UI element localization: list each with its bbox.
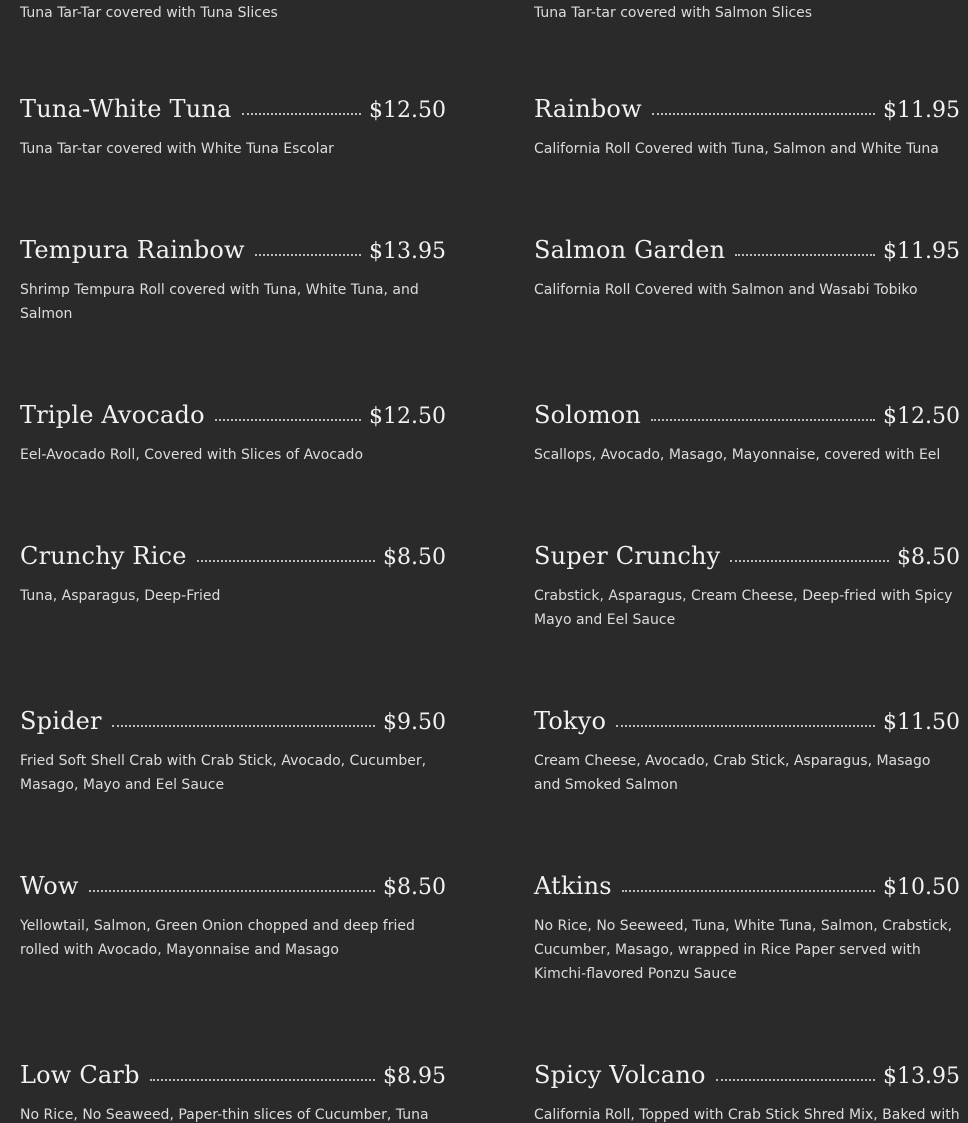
menu-item-description: California Roll, Topped with Crab Stick Shred Mix, Baked with [534, 1107, 960, 1123]
menu-item-name: Tuna-White Tuna [20, 95, 232, 123]
dot-leader [255, 254, 361, 256]
menu-item-name: Tempura Rainbow [20, 236, 245, 264]
menu-item [20, 707, 446, 797]
menu-item-description: No Rice, No Seeweed, Tuna, White Tuna, Salmon, Crabstick, Cucumber, Masago, wrapped in Rice Paper served with Kimchi-flavored Ponzu Sauce [534, 918, 953, 982]
menu-item-name: Tokyo [534, 707, 607, 735]
menu-item-name: Wow [20, 872, 79, 900]
dot-leader [89, 890, 375, 892]
menu-item [534, 1061, 960, 1123]
dot-leader [197, 560, 375, 562]
menu-item-price: $11.95 [883, 98, 960, 123]
menu-item-description: Fried Soft Shell Crab with Crab Stick, Avocado, Cucumber, Masago, Mayo and Eel Sauce [20, 753, 427, 793]
menu-item-price: $11.50 [883, 710, 960, 735]
menu-item-name: Crunchy Rice [20, 542, 187, 570]
menu-item [20, 542, 446, 608]
menu-item-description: Eel-Avocado Roll, Covered with Slices of Avocado [20, 447, 364, 463]
dot-leader [730, 560, 889, 562]
menu-item-description: Tuna, Asparagus, Deep-Fried [20, 588, 221, 604]
menu-item [20, 1061, 446, 1123]
menu-item [534, 872, 960, 986]
menu-item [20, 95, 446, 161]
dot-leader [242, 113, 361, 115]
menu-item-price: $8.95 [383, 1064, 446, 1089]
menu-item-description: Shrimp Tempura Roll covered with Tuna, White Tuna, and Salmon [20, 282, 419, 322]
menu-item-price: $12.50 [883, 404, 960, 429]
menu-item-description: California Roll Covered with Salmon and Wasabi Tobiko [534, 282, 918, 298]
menu-item-price: $8.50 [383, 545, 446, 570]
menu-item-name: Spider [20, 707, 102, 735]
menu-item-description: Tuna Tar-Tar covered with Tuna Slices [20, 5, 278, 21]
menu-item-description: California Roll Covered with Tuna, Salmon and White Tuna [534, 141, 939, 157]
menu-item-price: $11.95 [883, 239, 960, 264]
menu-item-price: $8.50 [897, 545, 960, 570]
menu-item-description: Tuna Tar-tar covered with Salmon Slices [534, 5, 813, 21]
dot-leader [215, 419, 361, 421]
menu-item-price: $10.50 [883, 875, 960, 900]
dot-leader [651, 419, 875, 421]
menu-item [20, 401, 446, 467]
menu-item-name: Super Crunchy [534, 542, 721, 570]
dot-leader [652, 113, 875, 115]
menu-item-name: Solomon [534, 401, 642, 429]
menu-item-price: $12.50 [369, 404, 446, 429]
menu-item-description: Cream Cheese, Avocado, Crab Stick, Asparagus, Masago and Smoked Salmon [534, 753, 931, 793]
menu-item-price: $13.95 [369, 239, 446, 264]
menu-item [534, 401, 960, 467]
menu-item [20, 236, 446, 326]
dot-leader [622, 890, 875, 892]
menu-item [534, 236, 960, 302]
menu-item-name: Salmon Garden [534, 236, 726, 264]
menu-item-description: No Rice, No Seaweed, Paper-thin slices of Cucumber, Tuna [20, 1107, 429, 1123]
dot-leader [735, 254, 875, 256]
dot-leader [716, 1079, 875, 1081]
menu-item [534, 95, 960, 161]
menu-item [534, 707, 960, 797]
menu-item [20, 872, 446, 962]
menu-item-description: Crabstick, Asparagus, Cream Cheese, Deep-fried with Spicy Mayo and Eel Sauce [534, 588, 953, 628]
menu-item-price: $12.50 [369, 98, 446, 123]
menu-item-description: Scallops, Avocado, Masago, Mayonnaise, covered with Eel [534, 447, 941, 463]
menu-item-name: Triple Avocado [20, 401, 205, 429]
dot-leader [112, 725, 375, 727]
menu-item-price: $8.50 [383, 875, 446, 900]
menu-item-name: Atkins [534, 872, 612, 900]
dot-leader [616, 725, 875, 727]
menu-item-name: Low Carb [20, 1061, 140, 1089]
dot-leader [150, 1079, 375, 1081]
menu-item [534, 542, 960, 632]
menu-item-name: Spicy Volcano [534, 1061, 706, 1089]
menu-item-name: Rainbow [534, 95, 642, 123]
menu-item-description: Tuna Tar-tar covered with White Tuna Escolar [20, 141, 334, 157]
menu-item-description: Yellowtail, Salmon, Green Onion chopped and deep fried rolled with Avocado, Mayonnaise and Masago [20, 918, 415, 958]
menu-item-price: $9.50 [383, 710, 446, 735]
menu-item-price: $13.95 [883, 1064, 960, 1089]
